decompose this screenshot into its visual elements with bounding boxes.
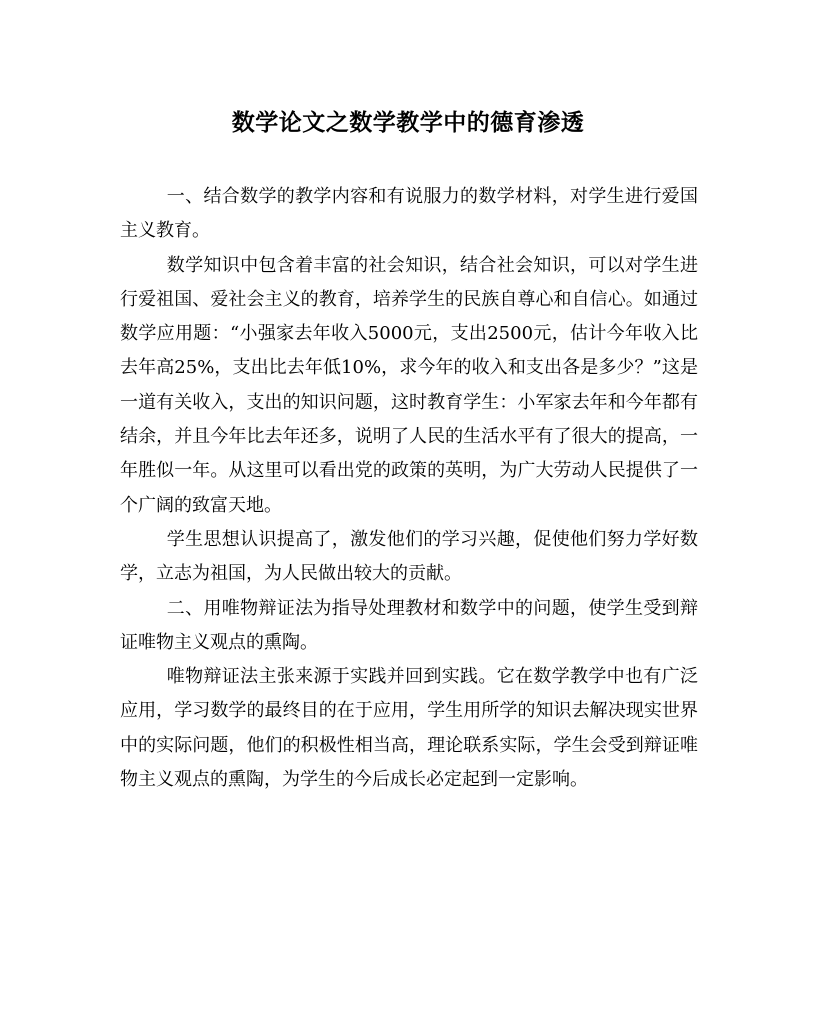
paragraph-heading-1: 一、结合数学的教学内容和有说服力的数学材料，对学生进行爱国主义教育。 (120, 186, 698, 242)
paragraph-body-3: 唯物辩证法主张来源于实践并回到实践。它在数学教学中也有广泛应用，学习数学的最终目的在于应用，学生用所学的知识去解决现实世界中的实际问题，他们的积极性相当高，理论联系实际，学生会受到辩证唯物主义观点的熏陶，为学生的今后成长必定起到一定影响。 (120, 666, 698, 791)
paragraph-body-1: 数学知识中包含着丰富的社会知识，结合社会知识，可以对学生进行爱祖国、爱社会主义的教育，培养学生的民族自尊心和自信心。如通过数学应用题：“小强家去年收入5000元，支出2500元，估计今年收入比去年高25%，支出比去年低10%，求今年的收入和支出各是多少？”这是一道有关收入，支出的知识问题，这时教育学生：小军家去年和今年都有结余，并且今年比去年还多，说明了人民的生活水平有了很大的提高，一年胜似一年。从这里可以看出党的政策的英明，为广大劳动人民提供了一个广阔的致富天地。 (120, 254, 698, 516)
document-body (120, 180, 698, 797)
paragraph-heading-2: 二、用唯物辩证法为指导处理教材和数学中的问题，使学生受到辩证唯物主义观点的熏陶。 (120, 597, 698, 653)
document-title: 数学论文之数学教学中的德育渗透 (231, 109, 585, 136)
paragraph-body-2: 学生思想认识提高了，激发他们的学习兴趣，促使他们努力学好数学，立志为祖国，为人民做出较大的贡献。 (120, 528, 698, 585)
